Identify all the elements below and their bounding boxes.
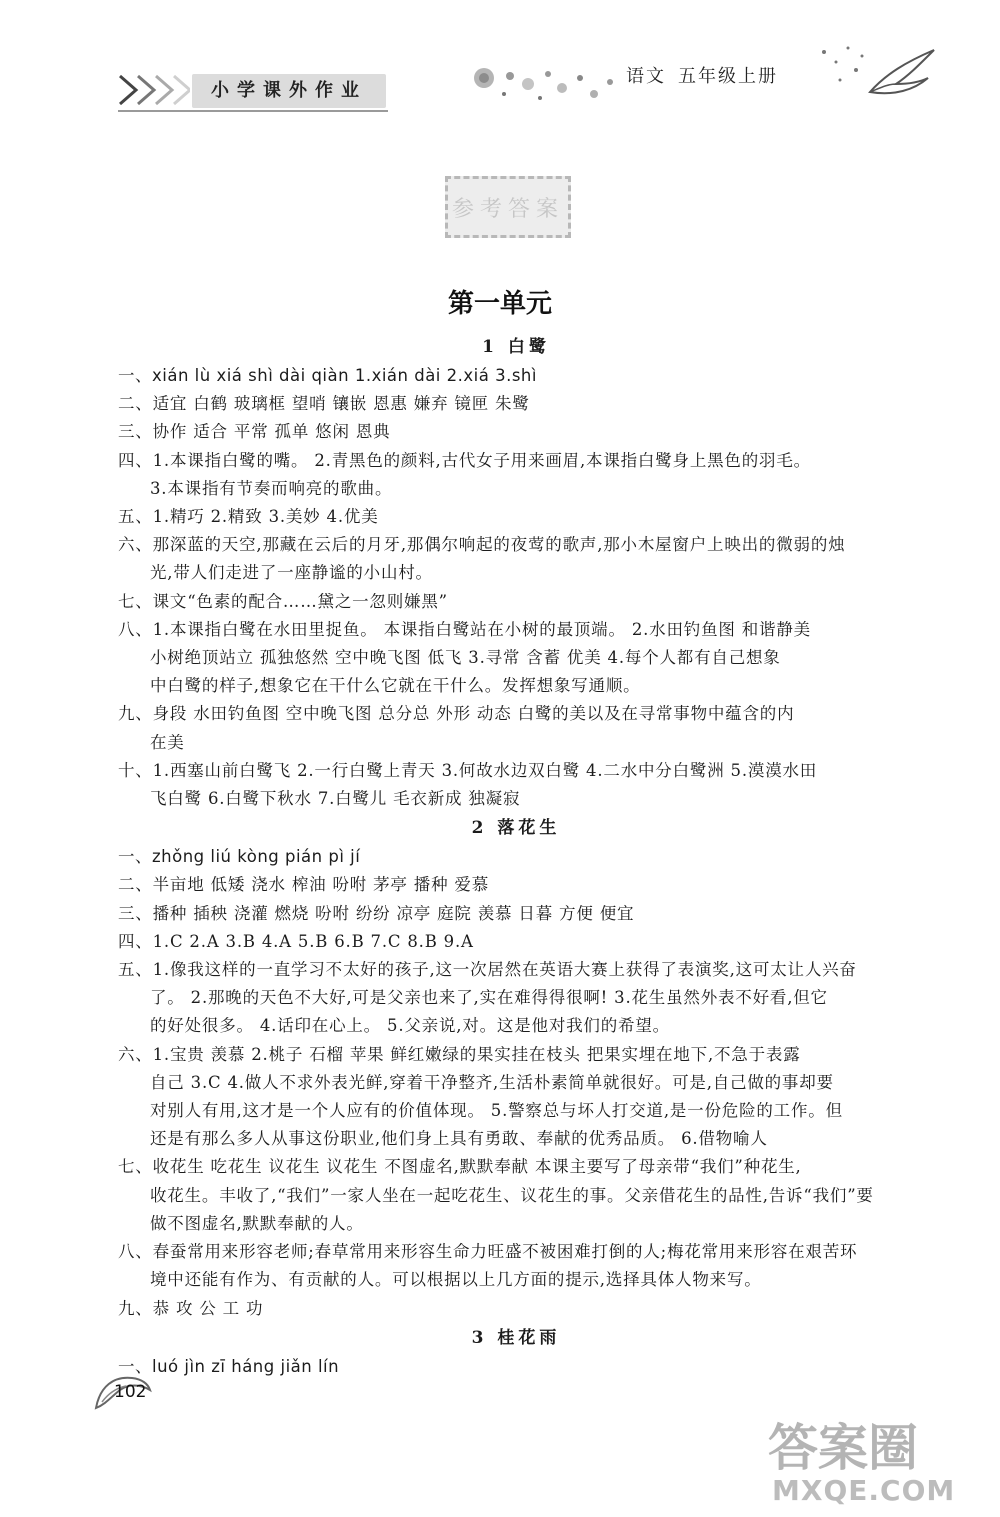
answer-line: 八、春蚕常用来形容老师;春草常用来形容生命力旺盛不被困难打倒的人;梅花常用来形容在艰苦环	[118, 1242, 858, 1262]
watermark-url: MXQE.COM	[772, 1474, 956, 1507]
lesson-title	[118, 1323, 914, 1353]
lesson-number: 3	[471, 1327, 484, 1348]
answer-banner: 参考答案	[445, 176, 571, 238]
answer-line: 三、播种 插秧 浇灌 燃烧 吩咐 纷纷 凉亭 庭院 羡慕 日暮 方便 便宜	[118, 903, 635, 923]
subject-label: 语文	[626, 66, 666, 87]
dots-ornament-icon	[470, 60, 620, 104]
answer-line: 八、1.本课指白鹭在水田里捉鱼。 本课指白鹭站在小树的最顶端。 2.水田钓鱼图 和谐静美	[118, 619, 811, 639]
answer-line: 3.本课指有节奏而响亮的歌曲。	[150, 478, 393, 498]
answer-line: 还是有那么多人从事这份职业,他们身上具有勇敢、奉献的优秀品质。 6.借物喻人	[150, 1129, 768, 1149]
answer-line: 六、那深蓝的天空,那藏在云后的月牙,那偶尔响起的夜莺的歌声,那小木屋窗户上映出的微弱的烛	[118, 535, 846, 555]
answer-line: 二、半亩地 低矮 浇水 榨油 吩咐 茅亭 播种 爱慕	[118, 875, 490, 895]
answer-content	[118, 332, 914, 1381]
lesson-number: 1	[482, 337, 494, 357]
answer-line: 在美	[150, 732, 185, 752]
unit-title: 第一单元	[447, 289, 552, 319]
lesson-3	[118, 1323, 914, 1381]
page-number	[92, 1372, 154, 1412]
answer-line: 对别人有用,这才是一个人应有的价值体现。 5.警察总与坏人打交道,是一份危险的工作。但	[150, 1101, 843, 1121]
series-title: 小学课外作业	[192, 74, 386, 108]
watermark-logo: 答案圈	[768, 1419, 918, 1477]
answer-line: 光,带人们走进了一座静谧的小山村。	[150, 563, 433, 583]
answer-line: 小树绝顶站立 孤独悠然 空中晚飞图 低飞 3.寻常 含蓄 优美 4.每个人都有自己想象	[150, 648, 781, 668]
lesson-name: 桂花雨	[497, 1327, 561, 1348]
answer-line: 做不图虚名,默默奉献的人。	[150, 1213, 364, 1233]
answer-line: 一、luó jìn zī háng jiǎn lín	[118, 1356, 340, 1376]
answer-line: 四、1.本课指白鹭的嘴。 2.青黑色的颜料,古代女子用来画眉,本课指白鹭身上黑色的羽毛。	[118, 450, 811, 470]
lesson-title	[118, 813, 914, 843]
answer-line: 六、1.宝贵 羡慕 2.桃子 石榴 苹果 鲜红嫩绿的果实挂在枝头 把果实埋在地下,不急于表露	[118, 1044, 801, 1064]
bird-ornament-icon	[810, 40, 940, 110]
grade-label: 五年级上册	[678, 66, 778, 87]
answer-line: 九、恭 攻 公 工 功	[118, 1298, 264, 1318]
lesson-number: 2	[471, 818, 484, 839]
page-header	[0, 0, 1000, 130]
answer-line: 一、xián lù xiá shì dài qiàn 1.xián dài 2.xiá 3.shì	[118, 366, 537, 385]
answer-line: 三、协作 适合 平常 孤单 悠闲 恩典	[118, 422, 391, 442]
answer-line: 七、课文“色素的配合……黛之一忽则嫌黑”	[118, 591, 448, 611]
subject-grade	[626, 62, 790, 88]
answer-line: 了。 2.那晚的天色不大好,可是父亲也来了,实在难得得很啊! 3.花生虽然外表不好看,但它	[150, 988, 828, 1008]
header-rule	[118, 110, 388, 112]
page-number-text: 102	[114, 1382, 147, 1402]
answer-line: 的好处很多。 4.话印在心上。 5.父亲说,对。这是他对我们的希望。	[150, 1016, 670, 1036]
answer-line: 五、1.像我这样的一直学习不太好的孩子,这一次居然在英语大赛上获得了表演奖,这可太让人兴奋	[118, 960, 857, 980]
answer-line: 中白鹭的样子,想象它在干什么它就在干什么。发挥想象写通顺。	[150, 676, 641, 696]
answer-line: 五、1.精巧 2.精致 3.美妙 4.优美	[118, 507, 379, 527]
answer-line: 境中还能有作为、有贡献的人。可以根据以上几方面的提示,选择具体人物来写。	[150, 1270, 762, 1290]
answer-line: 一、zhǒng liú kòng pián pì jí	[118, 847, 361, 867]
lesson-2	[118, 813, 914, 1322]
answer-line: 二、适宜 白鹤 玻璃框 望哨 镶嵌 恩惠 嫌弃 镜匣 朱鹭	[118, 394, 530, 414]
watermark	[762, 1408, 992, 1516]
chevrons-icon	[118, 70, 190, 110]
answer-line: 十、1.西塞山前白鹭飞 2.一行白鹭上青天 3.何故水边双白鹭 4.二水中分白鹭洲 5.漠漠水田	[118, 760, 818, 780]
lesson-name: 白鹭	[507, 337, 550, 357]
answer-line: 飞白鹭 6.白鹭下秋水 7.白鹭儿 毛衣新成 独凝寂	[150, 789, 521, 809]
answer-line: 四、1.C 2.A 3.B 4.A 5.B 6.B 7.C 8.B 9.A	[118, 931, 474, 951]
answer-line: 九、身段 水田钓鱼图 空中晚飞图 总分总 外形 动态 白鹭的美以及在寻常事物中蕴含的内	[118, 704, 795, 724]
answer-line: 自己 3.C 4.做人不求外表光鲜,穿着干净整齐,生活朴素简单就很好。可是,自己做的事却要	[150, 1072, 834, 1092]
lesson-title	[118, 332, 914, 362]
answer-line: 收花生。丰收了,“我们”一家人坐在一起吃花生、议花生的事。父亲借花生的品性,告诉“我们”要	[150, 1185, 874, 1205]
answer-line: 七、收花生 吃花生 议花生 议花生 不图虚名,默默奉献 本课主要写了母亲带“我们”种花生,	[118, 1157, 802, 1177]
lesson-name: 落花生	[497, 818, 561, 839]
lesson-1	[118, 332, 914, 813]
